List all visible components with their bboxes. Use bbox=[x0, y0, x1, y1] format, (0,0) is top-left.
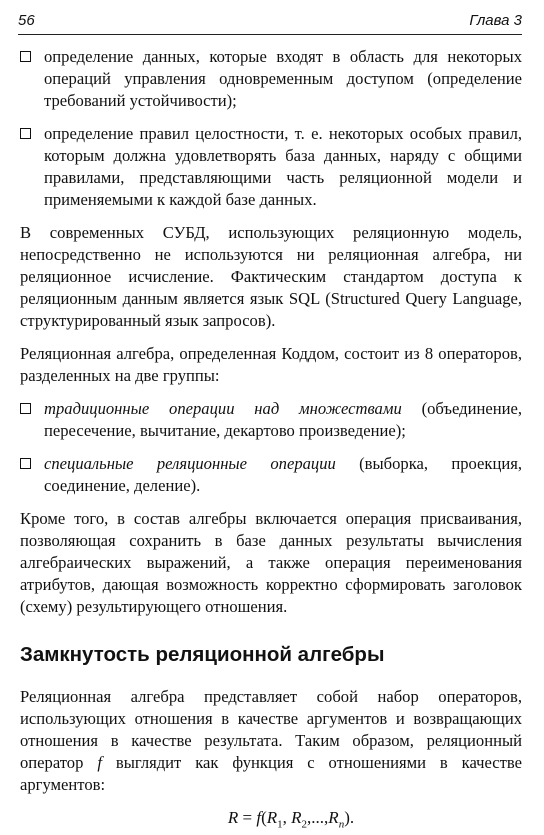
paragraph-assignment: Кроме того, в состав алгебры включается операция присваивания, позволяющая сохранить в базе данных результаты вычисления алгебраических выражений, а также операция переименования атрибутов, дающая возможность корректно сформировать заголовок (схему) результирующего отношения. bbox=[20, 509, 522, 616]
list-item bbox=[20, 46, 522, 112]
section-heading: Замкнутость реляционной алгебры bbox=[20, 643, 385, 666]
formula-arg: R bbox=[266, 808, 278, 827]
page-number: 56 bbox=[18, 12, 35, 29]
paragraph-text: выглядит как функция с отношениями в качестве аргументов: bbox=[20, 753, 522, 794]
formula bbox=[20, 807, 522, 835]
formula-subscript: 1 bbox=[277, 818, 283, 831]
formula-subscript: 2 bbox=[301, 818, 308, 831]
formula-open-paren: ( bbox=[261, 808, 267, 827]
running-header bbox=[18, 12, 522, 35]
list-item-text: (объединение, пересечение, вычитание, декартово произведение); bbox=[44, 399, 522, 440]
checkbox-bullet-icon bbox=[20, 51, 31, 62]
list-item-text: определение правил целостности, т. е. некоторых особых правил, которым должна удовлетворять база данных, наряду с общими правилами, представляющими часть реляционной модели и применяемыми к каждой базе данных. bbox=[44, 124, 522, 209]
list-item-text: (выборка, проекция, соединение, деление). bbox=[44, 454, 522, 495]
paragraph-codd: Реляционная алгебра, определенная Коддом, состоит из 8 операторов, разделенных на две группы: bbox=[20, 344, 522, 385]
page-content bbox=[20, 46, 522, 835]
paragraph-text: Реляционная алгебра представляет собой набор операторов, использующих отношения в качестве аргументов и возвращающих отношения в качестве результата. Таким образом, реляционный оператор bbox=[20, 687, 522, 772]
list-item bbox=[20, 398, 522, 442]
list-item bbox=[20, 453, 522, 497]
checkbox-bullet-icon bbox=[20, 458, 31, 469]
italic-term: традиционные операции над множествами bbox=[44, 399, 402, 418]
paragraph-dbms: В современных СУБД, использующих реляционную модель, непосредственно не используются ни реляционная алгебра, ни реляционное исчисление. Фактическим стандартом доступа к реляционным данным является язык SQL (Structured Query Language, структурированный язык запросов). bbox=[20, 223, 522, 330]
formula-lhs: R bbox=[227, 808, 239, 827]
formula-subscript: n bbox=[338, 818, 345, 831]
formula-function: f bbox=[256, 808, 262, 827]
list-item bbox=[20, 123, 522, 211]
function-symbol: f bbox=[97, 753, 102, 772]
formula-separator: ,..., bbox=[307, 808, 329, 827]
italic-term: специальные реляционные операции bbox=[44, 454, 336, 473]
checkbox-bullet-icon bbox=[20, 128, 31, 139]
checkbox-bullet-icon bbox=[20, 403, 31, 414]
paragraph-closure bbox=[20, 686, 522, 796]
formula-arg: R bbox=[328, 808, 339, 827]
chapter-label: Глава 3 bbox=[469, 12, 522, 29]
formula-arg: R bbox=[291, 808, 302, 827]
list-item-text: определение данных, которые входят в область для некоторых операций управления одновременным доступом (определение требований устойчивости); bbox=[44, 47, 522, 110]
formula-separator: , bbox=[282, 808, 292, 827]
formula-equals: = bbox=[238, 808, 257, 827]
formula-close-paren: ). bbox=[344, 808, 355, 827]
